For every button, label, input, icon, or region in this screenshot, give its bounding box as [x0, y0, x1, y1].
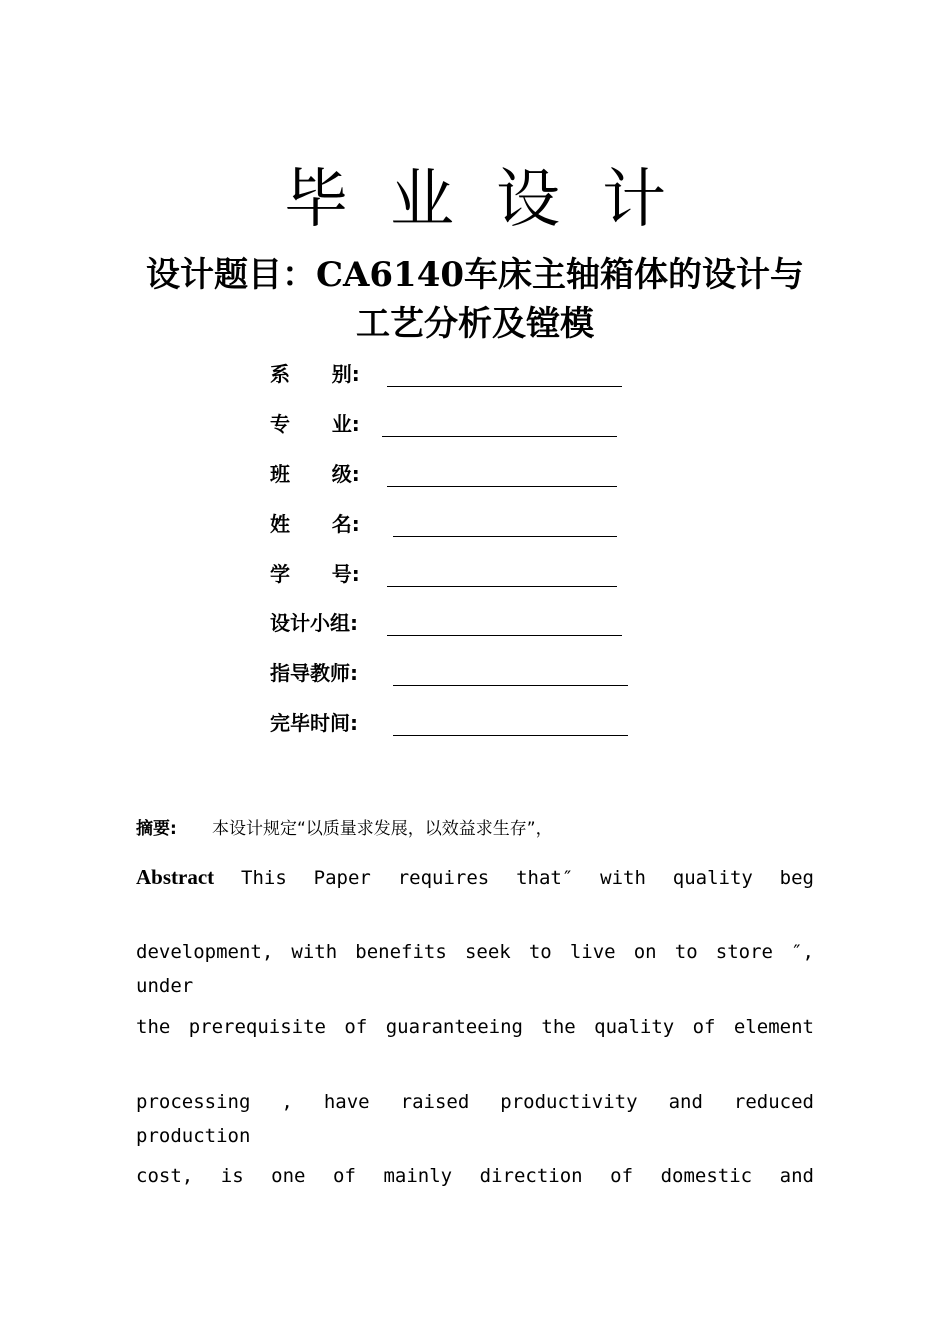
abstract-en-line-5: cost, is one of mainly direction of domestic and — [136, 1165, 814, 1187]
form-field-major[interactable] — [382, 436, 617, 437]
abstract-en-text: This Paper requires that″ with quality beg — [241, 867, 814, 889]
form-field-class[interactable] — [387, 486, 617, 487]
abstract-en-label: Abstract — [136, 865, 215, 889]
abstract-en-line-1 — [136, 860, 814, 894]
form-label: 系 别: — [270, 362, 360, 386]
form-field-name[interactable] — [393, 536, 617, 537]
form-field-advisor[interactable] — [393, 685, 628, 686]
thesis-title-line-2: 工艺分析及镗模 — [356, 304, 594, 344]
form-label: 完毕时间: — [270, 711, 358, 735]
abstract-chinese — [136, 814, 816, 844]
form-label: 学 号: — [270, 562, 360, 586]
form-label: 姓 名: — [270, 512, 360, 536]
form-label: 设计小组: — [270, 611, 358, 635]
form-field-completion-date[interactable] — [393, 735, 628, 736]
form-field-department[interactable] — [387, 386, 622, 387]
page-title: 毕业设计 — [284, 163, 708, 237]
form-label: 专 业: — [270, 412, 360, 436]
abstract-en-line-4: processing , have raised productivity and reduced production — [136, 1091, 814, 1147]
form-field-design-group[interactable] — [387, 635, 622, 636]
form-label: 班 级: — [270, 462, 360, 486]
form-label: 指导教师: — [270, 661, 358, 685]
abstract-cn-label: 摘要: — [136, 819, 177, 839]
abstract-cn-text: 本设计规定“以质量求发展，以效益求生存”， — [212, 819, 553, 839]
form-field-student-id[interactable] — [387, 586, 617, 587]
abstract-en-line-2: development, with benefits seek to live on to store ″, under — [136, 941, 814, 997]
abstract-en-line-3: the prerequisite of guaranteeing the quality of element — [136, 1016, 814, 1038]
thesis-title-line-1: 设计题目：CA6140车床主轴箱体的设计与 — [145, 255, 805, 295]
